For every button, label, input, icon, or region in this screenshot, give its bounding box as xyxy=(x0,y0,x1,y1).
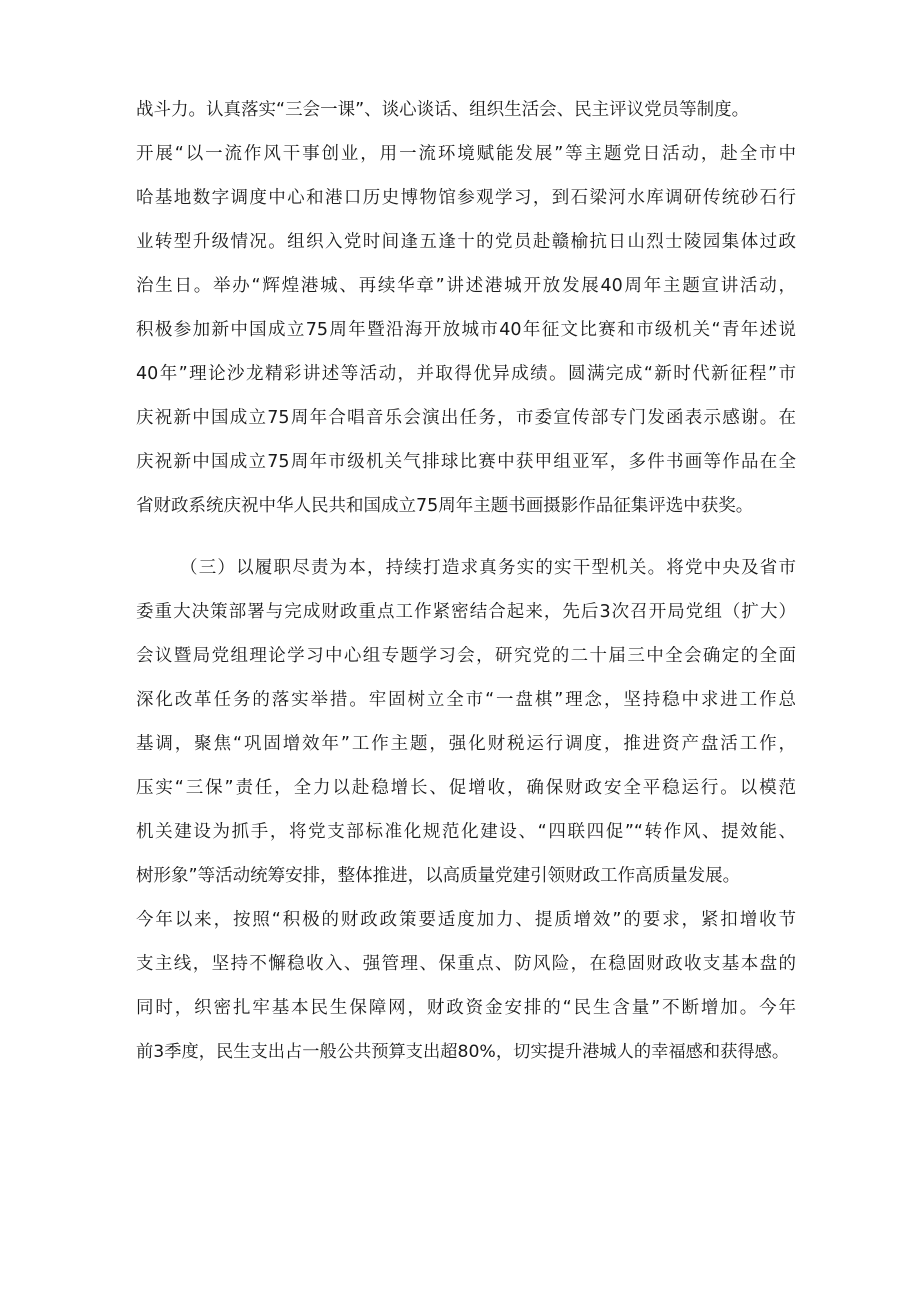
text-line: 会议暨局党组理论学习中心组专题学习会，研究党的二十届三中全会确定的全面 xyxy=(136,646,796,666)
text-line: 树形象”等活动统筹安排，整体推进，以高质量党建引领财政工作高质量发展。 xyxy=(136,866,741,886)
text-line: 庆祝新中国成立75周年市级机关气排球比赛中获甲组亚军，多件书画等作品在全 xyxy=(136,452,796,472)
text-line: 委重大决策部署与完成财政重点工作紧密结合起来，先后3次召开局党组（扩大） xyxy=(136,602,796,622)
text-line: （三）以履职尽责为本，持续打造求真务实的实干型机关。将党中央及省市 xyxy=(180,558,796,578)
text-line: 前3季度，民生支出占一般公共预算支出超80%，切实提升港城人的幸福感和获得感。 xyxy=(136,1042,790,1062)
text-line: 今年以来，按照“积极的财政政策要适度加力、提质增效”的要求，紧扣增收节 xyxy=(136,910,796,930)
text-line: 支主线，坚持不懈稳收入、强管理、保重点、防风险，在稳固财政收支基本盘的 xyxy=(136,954,796,974)
text-line: 省财政系统庆祝中华人民共和国成立75周年主题书画摄影作品征集评选中获奖。 xyxy=(136,496,754,516)
text-line: 同时，织密扎牢基本民生保障网，财政资金安排的“民生含量”不断增加。今年 xyxy=(136,998,796,1018)
text-line: 深化改革任务的落实举措。牢固树立全市“一盘棋”理念，坚持稳中求进工作总 xyxy=(136,690,796,710)
text-line: 哈基地数字调度中心和港口历史博物馆参观学习，到石梁河水库调研传统砂石行 xyxy=(136,188,796,208)
text-line: 业转型升级情况。组织入党时间逢五逢十的党员赴赣榆抗日山烈士陵园集体过政 xyxy=(136,232,796,252)
text-line: 战斗力。认真落实“三会一课”、谈心谈话、组织生活会、民主评议党员等制度。 xyxy=(136,100,750,120)
text-line: 机关建设为抓手，将党支部标准化规范化建设、“四联四促”“转作风、提效能、 xyxy=(136,822,796,842)
text-line: 开展“以一流作风干事创业，用一流环境赋能发展”等主题党日活动，赴全市中 xyxy=(136,144,796,164)
text-line: 40年”理论沙龙精彩讲述等活动，并取得优异成绩。圆满完成“新时代新征程”市 xyxy=(136,364,796,384)
text-line: 庆祝新中国成立75周年合唱音乐会演出任务，市委宣传部专门发函表示感谢。在 xyxy=(136,408,796,428)
text-line: 基调，聚焦“巩固增效年”工作主题，强化财税运行调度，推进资产盘活工作， xyxy=(136,734,796,754)
text-line: 积极参加新中国成立75周年暨沿海开放城市40年征文比赛和市级机关“青年述说 xyxy=(136,320,796,340)
text-line: 治生日。举办“辉煌港城、再续华章”讲述港城开放发展40周年主题宣讲活动， xyxy=(136,276,796,296)
text-line: 压实“三保”责任，全力以赴稳增长、促增收，确保财政安全平稳运行。以模范 xyxy=(136,778,796,798)
